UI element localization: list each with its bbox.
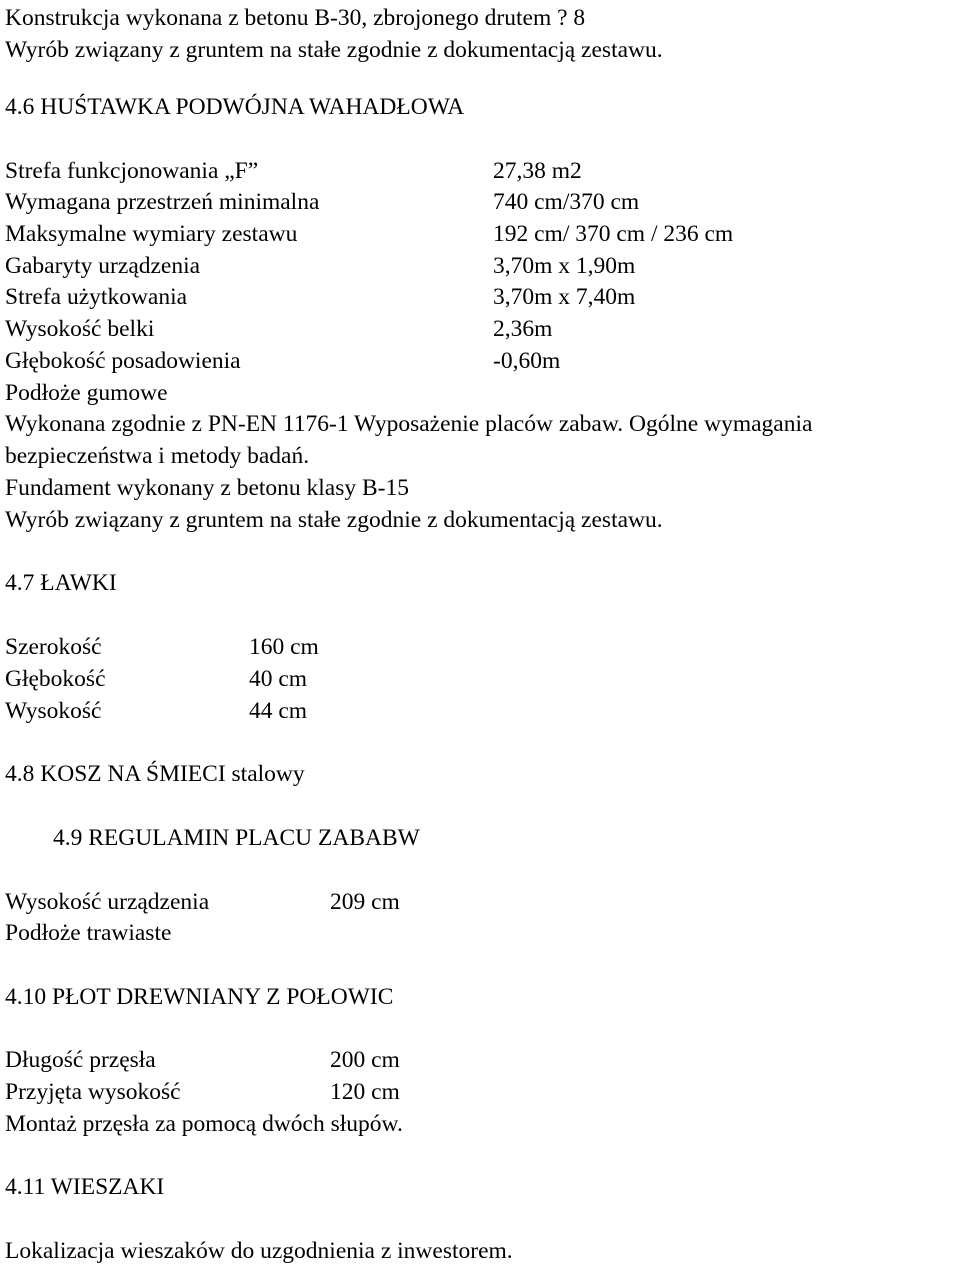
section-4-11-title: 4.11 WIESZAKI (5, 1174, 165, 1200)
bench-spec-value: 160 cm (249, 634, 319, 660)
device-height-label: Wysokość urządzenia (5, 889, 210, 915)
surface-text: Podłoże gumowe (5, 380, 168, 406)
spec-value: 2,36m (493, 316, 553, 342)
spec-label: Strefa użytkowania (5, 284, 188, 310)
norm-text-2: bezpieczeństwa i metody badań. (5, 443, 310, 469)
foundation-text: Fundament wykonany z betonu klasy B-15 (5, 475, 410, 501)
bench-spec-label: Wysokość (5, 698, 102, 724)
spec-label: Głębokość posadowienia (5, 348, 241, 374)
spec-value: 3,70m x 1,90m (493, 253, 636, 279)
fence-spec-value: 200 cm (330, 1047, 400, 1073)
bench-spec-value: 44 cm (249, 698, 308, 724)
spec-label: Wysokość belki (5, 316, 155, 342)
fence-spec-label: Przyjęta wysokość (5, 1079, 181, 1105)
section-4-6-title: 4.6 HUŚTAWKA PODWÓJNA WAHADŁOWA (5, 94, 465, 120)
spec-label: Wymagana przestrzeń minimalna (5, 189, 320, 215)
fence-spec-label: Długość przęsła (5, 1047, 156, 1073)
section-4-9-title: 4.9 REGULAMIN PLACU ZABABW (53, 825, 420, 851)
spec-value: -0,60m (493, 348, 561, 374)
location-text: Lokalizacja wieszaków do uzgodnienia z inwestorem. (5, 1238, 513, 1264)
norm-text-1: Wykonana zgodnie z PN-EN 1176-1 Wyposażenie placów zabaw. Ogólne wymagania (5, 411, 813, 437)
ground-fixing-text: Wyrób związany z gruntem na stałe zgodnie z dokumentacją zestawu. (5, 507, 663, 533)
spec-value: 192 cm/ 370 cm / 236 cm (493, 221, 734, 247)
spec-value: 3,70m x 7,40m (493, 284, 636, 310)
bench-spec-label: Szerokość (5, 634, 102, 660)
spec-label: Maksymalne wymiary zestawu (5, 221, 298, 247)
fence-spec-value: 120 cm (330, 1079, 400, 1105)
surface-text: Podłoże trawiaste (5, 920, 172, 946)
spec-label: Gabaryty urządzenia (5, 253, 201, 279)
spec-value: 740 cm/370 cm (493, 189, 640, 215)
bench-spec-value: 40 cm (249, 666, 308, 692)
spec-label: Strefa funkcjonowania „F” (5, 158, 259, 184)
bench-spec-label: Głębokość (5, 666, 106, 692)
intro-line-1: Konstrukcja wykonana z betonu B-30, zbrojonego drutem ? 8 (5, 5, 586, 31)
section-4-7-title: 4.7 ŁAWKI (5, 570, 117, 596)
spec-value: 27,38 m2 (493, 158, 582, 184)
intro-line-2: Wyrób związany z gruntem na stałe zgodnie z dokumentacją zestawu. (5, 37, 663, 63)
mounting-text: Montaż przęsła za pomocą dwóch słupów. (5, 1111, 403, 1137)
section-4-8-title: 4.8 KOSZ NA ŚMIECI stalowy (5, 761, 305, 787)
section-4-10-title: 4.10 PŁOT DREWNIANY Z POŁOWIC (5, 984, 394, 1010)
device-height-value: 209 cm (330, 889, 400, 915)
